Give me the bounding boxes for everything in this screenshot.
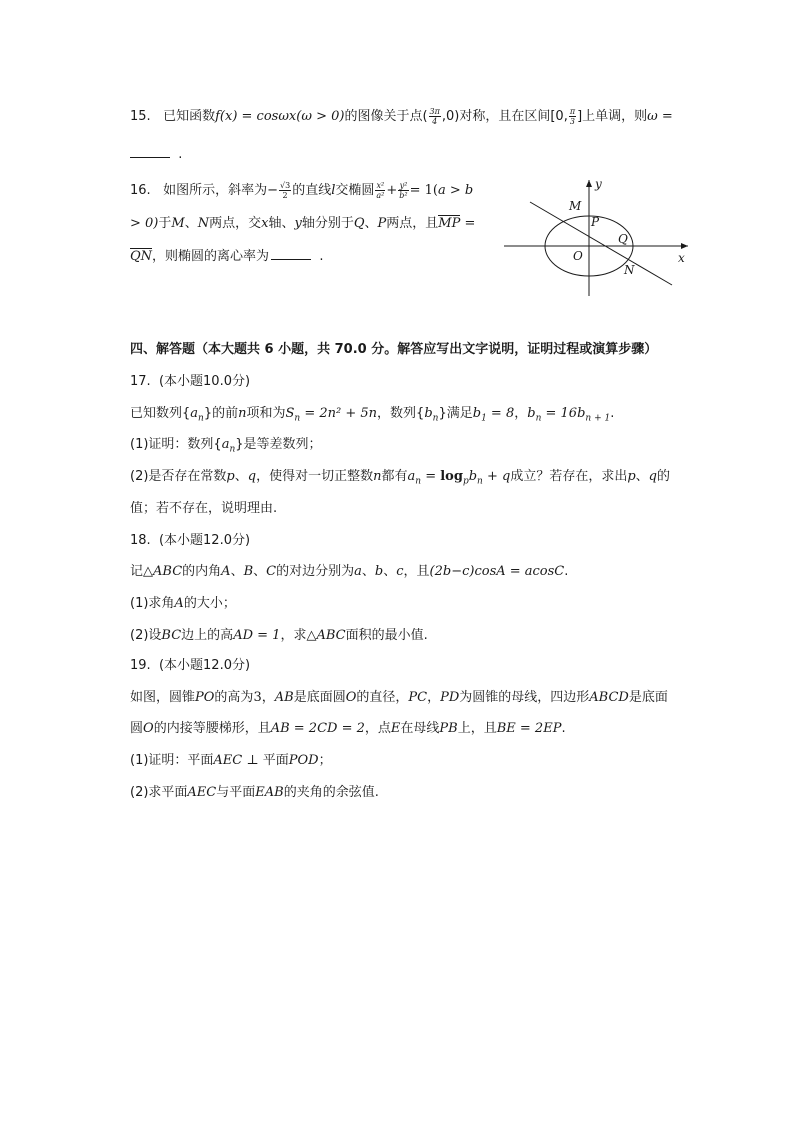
q18-number: 18. (130, 533, 151, 548)
q17-comma: ， (514, 406, 528, 421)
q19-comma: ， (427, 690, 441, 705)
q18-triangle: △ABC (306, 628, 346, 643)
q16-line3 (130, 247, 323, 267)
q19-O: O (143, 721, 154, 736)
q17-b: b (468, 469, 478, 484)
q17-line2 (130, 435, 322, 460)
q18-sep: 、 (383, 564, 397, 579)
q18-text: ，求 (280, 628, 307, 643)
q17-line4: 值；若不存在，说明理由. (130, 501, 278, 516)
q16-text: ，则椭圆的离心率为 (152, 249, 270, 264)
q18-score: (本小题12.0分) (158, 533, 251, 548)
q17-sub: n (477, 476, 483, 487)
q17-sub-np1: n + 1 (585, 413, 611, 424)
q16-eq: = 1( (409, 183, 438, 198)
q17-text: }满足 (438, 406, 473, 421)
q17-b: b (527, 406, 536, 421)
q18-BC: BC (161, 628, 182, 643)
q19-three: 3 (253, 690, 262, 705)
q19-AEC: AEC (187, 785, 217, 800)
q19-text: 的高为 (214, 690, 254, 705)
q18-text: 的对边分别为 (276, 564, 355, 579)
y-axis-arrow (586, 180, 592, 187)
q19-PB: PB (439, 721, 458, 736)
q17-n: n (238, 406, 247, 421)
q19-text: 是底面 (628, 690, 668, 705)
q16-line-l: l (331, 183, 336, 198)
q18-B: B (243, 564, 254, 579)
ellipse-figure (500, 172, 700, 302)
q17-text: }是等差数列； (235, 437, 322, 452)
q16-number: 16. (130, 183, 151, 198)
label-y: y (595, 177, 602, 191)
q19-period: . (561, 721, 566, 736)
q17-sep: 、 (635, 469, 649, 484)
q17-a: a (221, 437, 230, 452)
section-heading: 四、解答题（本大题共 6 小题，共 70.0 分。解答应写出文字说明，证明过程或演算步骤） (130, 342, 658, 357)
label-Q: Q (618, 232, 628, 246)
q16-ellipse-y-term: $\frac{\text{y²}}{\text{b²}}$ (399, 181, 408, 200)
q16-text: 交椭圆 (335, 183, 375, 198)
q18-text: (2)设 (130, 628, 162, 643)
q19-text: ，点 (364, 721, 391, 736)
q19-comma: ， (261, 690, 275, 705)
q16-text: 于 (158, 216, 172, 231)
q18-text: ，且 (403, 564, 430, 579)
q19-POD: POD (288, 753, 319, 768)
q18-text: 的大小； (183, 596, 236, 611)
q15-text: ,0)对称，且在区间[0, (441, 109, 568, 124)
q18-b: b (374, 564, 384, 579)
q17-recurrence: = 16b (541, 406, 586, 421)
label-P: P (591, 215, 600, 229)
q19-text: 为圆锥的母线，四边形 (459, 690, 590, 705)
q18-period: . (564, 564, 569, 579)
q15-omega: ω = (647, 109, 673, 124)
q18-text: 的内角 (182, 564, 222, 579)
q19-text: 上，且 (457, 721, 497, 736)
q17-sep: 、 (234, 469, 248, 484)
q19-AB: AB (274, 690, 294, 705)
q15-text: 已知函数 (163, 109, 216, 124)
q17-eq: = (421, 469, 441, 484)
q16-sep: 、 (184, 216, 198, 231)
q19-text: 在母线 (400, 721, 440, 736)
q19-text: (1)证明：平面 (130, 753, 214, 768)
label-N: N (624, 263, 635, 277)
q15-period: . (178, 147, 183, 162)
q17-sub: n (294, 413, 301, 424)
q17-p: p (627, 469, 636, 484)
q19-line3 (130, 751, 332, 771)
q16-text: 轴分别于 (301, 216, 354, 231)
q16-answer-blank[interactable] (271, 247, 311, 260)
q15-function: f(x) = cosωx(ω > 0) (215, 109, 345, 124)
q17-sub: n (415, 476, 422, 487)
q16-text: 如图所示，斜率为− (163, 183, 278, 198)
q17-q: q (648, 469, 657, 484)
q15-answer-blank[interactable] (130, 145, 170, 158)
q16-ellipse-x-term: $\frac{\text{x²}}{\text{a²}}$ (376, 181, 385, 200)
q18-a: a (354, 564, 362, 579)
q17-sub: n (229, 444, 236, 455)
q18-triangle: △ABC (143, 564, 183, 579)
q16-x: x (261, 216, 269, 231)
q16-equals: = (460, 216, 476, 231)
q17-Sn-formula: = 2n² + 5n (300, 406, 378, 421)
q19-BE-eq: BE = 2EP (496, 721, 562, 736)
q19-EAB: EAB (255, 785, 284, 800)
q17-text: 都有 (381, 469, 408, 484)
q16-cond1: a > b (437, 183, 474, 198)
q19-text: 如图，圆锥 (130, 690, 196, 705)
q18-line2 (130, 594, 236, 614)
q18-text: 边上的高 (181, 628, 234, 643)
label-O: O (573, 249, 583, 263)
q17-line3 (130, 467, 670, 492)
q16-M: M (171, 216, 185, 231)
q18-C: C (266, 564, 277, 579)
q19-AB-eq: AB = 2CD = 2 (270, 721, 365, 736)
q16-text: 轴、 (268, 216, 295, 231)
q17-period: . (610, 406, 615, 421)
q19-line2 (130, 719, 566, 739)
q19-text: 的夹角的余弦值. (283, 785, 379, 800)
q17-b1: b (472, 406, 482, 421)
q17-a: a (407, 469, 416, 484)
q19-perp: ⊥ (242, 753, 263, 768)
q19-score: (本小题12.0分) (158, 658, 251, 673)
q16-N: N (197, 216, 210, 231)
q17-S: S (285, 406, 295, 421)
q16-period: . (319, 249, 324, 264)
q16-sep: 、 (364, 216, 378, 231)
q17-text: (1)证明：数列{ (130, 437, 222, 452)
q17-p: p (226, 469, 235, 484)
q17-n: n (373, 469, 382, 484)
q19-header (130, 656, 250, 676)
q17-score: (本小题10.0分) (158, 374, 251, 389)
q16-vector-QN: QN (130, 249, 153, 264)
q17-b: b (424, 406, 433, 421)
q16-line2 (130, 214, 475, 234)
q17-b1-value: = 8 (486, 406, 515, 421)
q19-text: 圆 (130, 721, 144, 736)
q15-number: 15. (130, 109, 151, 124)
q17-sub1: 1 (481, 413, 487, 424)
q19-text: 与平面 (216, 785, 256, 800)
q19-text: 平面 (262, 753, 289, 768)
q17-text: ，数列{ (377, 406, 425, 421)
q17-sub: n (432, 413, 439, 424)
q18-sep: 、 (361, 564, 375, 579)
q19-AEC: AEC (213, 753, 243, 768)
q19-E: E (390, 721, 401, 736)
q18-line3 (130, 626, 428, 646)
q18-text: 记 (130, 564, 144, 579)
q16-text: 的直线 (292, 183, 332, 198)
q17-text: 成立？若存在，求出 (510, 469, 628, 484)
q15-line1 (130, 107, 673, 127)
q15-line2 (130, 145, 182, 165)
q16-cond2: > 0) (130, 216, 159, 231)
line-l (530, 202, 672, 285)
q18-equation: (2b−c)cosA = acosC (429, 564, 565, 579)
q17-a: a (190, 406, 199, 421)
q19-text: 的内接等腰梯形，且 (153, 721, 271, 736)
q18-A: A (221, 564, 231, 579)
q17-log: log (440, 469, 463, 484)
q16-text: 两点，交 (209, 216, 262, 231)
q18-sep: 、 (253, 564, 267, 579)
q17-sub: n (198, 413, 204, 424)
q16-plus: + (386, 183, 398, 198)
q16-vector-MP: MP (438, 216, 461, 231)
q16-line1 (130, 181, 473, 201)
q16-slope-fraction: $\frac{√3}{2}$ (280, 181, 291, 200)
q17-line1 (130, 404, 614, 429)
q17-text: 项和为 (246, 406, 286, 421)
q18-c: c (396, 564, 404, 579)
q17-log-base: p (462, 476, 469, 487)
q19-O: O (345, 690, 357, 705)
q17-number: 17. (130, 374, 151, 389)
label-M: M (569, 199, 582, 213)
q19-text: 的直径， (356, 690, 409, 705)
q15-fraction-3pi-4: $\frac{3\pi}{4}$ (429, 107, 440, 126)
q19-line1 (130, 688, 668, 708)
q19-PC: PC (408, 690, 428, 705)
q18-line1 (130, 562, 568, 582)
q19-line4 (130, 783, 379, 803)
q17-header (130, 372, 250, 392)
q16-y: y (294, 216, 302, 231)
q19-text: 是底面圆 (293, 690, 346, 705)
q18-text: 面积的最小值. (345, 628, 428, 643)
q17-q: q (247, 469, 257, 484)
q19-PD: PD (440, 690, 460, 705)
x-axis-arrow (681, 243, 688, 249)
q19-PO: PO (195, 690, 215, 705)
q18-sep: 、 (230, 564, 244, 579)
q18-header (130, 531, 250, 551)
q17-sub: n (535, 413, 542, 424)
q19-text: (2)求平面 (130, 785, 188, 800)
label-x: x (678, 251, 685, 265)
q17-text: ，使得对一切正整数 (256, 469, 374, 484)
q19-ABCD: ABCD (589, 690, 629, 705)
q17-plus-q: + q (482, 469, 511, 484)
q17-text: 的 (657, 469, 671, 484)
q15-text: ]上单调，则 (577, 109, 648, 124)
q16-text: 两点，且 (386, 216, 439, 231)
q15-fraction-pi-3: $\frac{\pi}{3}$ (569, 107, 576, 126)
q17-text: 已知数列{ (130, 406, 191, 421)
q19-number: 19. (130, 658, 151, 673)
q17-text: }的前 (203, 406, 239, 421)
q16-P: P (377, 216, 387, 231)
q18-AD: AD = 1 (233, 628, 281, 643)
q18-text: (1)求角 (130, 596, 175, 611)
q19-text: ； (318, 753, 332, 768)
q17-text: (2)是否存在常数 (130, 469, 227, 484)
q18-A: A (174, 596, 184, 611)
q15-text: 的图像关于点( (344, 109, 428, 124)
q16-Q: Q (353, 216, 365, 231)
